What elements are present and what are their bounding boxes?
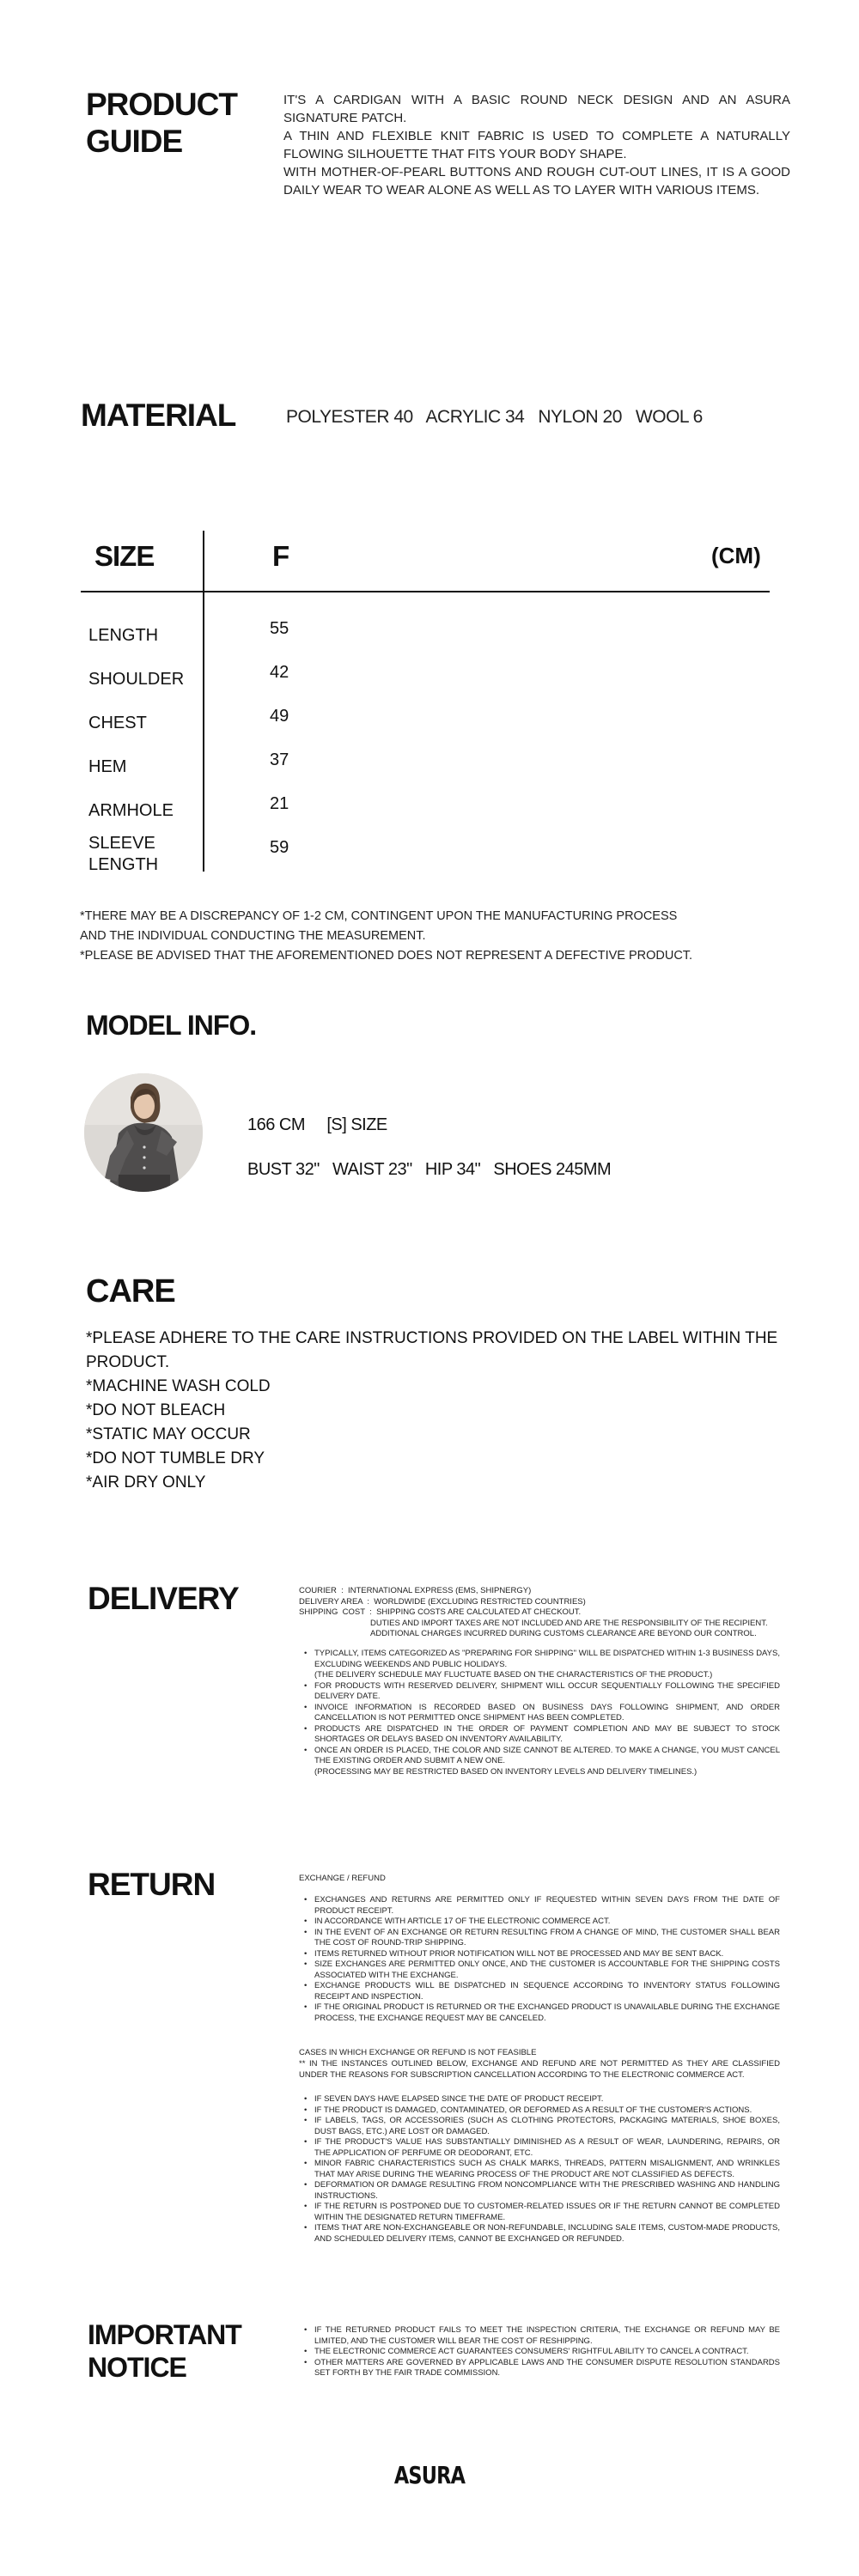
delivery-title: DELIVERY [88,1581,239,1616]
return-cases [299,2094,780,2245]
model-measurements: BUST 32" WAIST 23" HIP 34" SHOES 245MM [247,1160,612,1179]
care-item: *DO NOT TUMBLE DRY [86,1449,265,1467]
return-case: • IF LABELS, TAGS, OR ACCESSORIES (SUCH AS CLOTHING PROTECTORS, PACKAGING MATERIALS, SHOE BOXES, DUST BAGS, ETC.) ARE LOST OR DAMAGED. [299,2116,780,2137]
delivery-bullet [299,1649,780,1681]
delivery-info-line: DUTIES AND IMPORT TAXES ARE NOT INCLUDED AND ARE THE RESPONSIBILITY OF THE RECIPIENT. [370,1618,768,1628]
important-notice-title [88,2318,241,2384]
size-row-label: LENGTH [88,626,159,645]
product-guide-title [86,86,237,160]
size-row-label: HEM [88,757,127,776]
size-note: *PLEASE BE ADVISED THAT THE AFOREMENTIONED DOES NOT REPRESENT A DEFECTIVE PRODUCT. [80,949,693,963]
size-row-value: 42 [270,663,289,682]
delivery-bullet-note: (PROCESSING MAY BE RESTRICTED BASED ON INVENTORY LEVELS AND DELIVERY TIMELINES.) [314,1766,698,1777]
important-notice-title-line: NOTICE [88,2352,186,2383]
size-row-label: SHOULDER [88,670,185,689]
size-row-value: 21 [270,794,289,813]
delivery-info-line: SHIPPING COST : SHIPPING COSTS ARE CALCULATED AT CHECKOUT. [299,1607,582,1617]
return-bullet: • ITEMS RETURNED WITHOUT PRIOR NOTIFICATION WILL NOT BE PROCESSED AND MAY BE SENT BACK. [299,1949,780,1960]
size-row-value: 37 [270,750,289,769]
return-bullets [299,1895,780,2024]
delivery-bullet-note: (THE DELIVERY SCHEDULE MAY FLUCTUATE BASED ON THE CHARACTERISTICS OF THE PRODUCT.) [314,1670,713,1680]
delivery-bullet: • PRODUCTS ARE DISPATCHED IN THE ORDER OF PAYMENT COMPLETION AND MAY BE SUBJECT TO STOCK SHORTAGES OR DELAYS BASED ON INVENTORY AVAILABILITY. [299,1724,780,1746]
delivery-bullet: • FOR PRODUCTS WITH RESERVED DELIVERY, SHIPMENT WILL OCCUR SEQUENTIALLY FOLLOWING THE SPECIFIED DELIVERY DATE. [299,1681,780,1703]
care-title: CARE [86,1273,175,1309]
product-guide-title-line: GUIDE [86,124,183,159]
size-row-label: SLEEVE LENGTH [88,834,159,874]
asura-logo: ASURA [393,2461,466,2489]
important-notice-title-line: IMPORTANT [88,2319,241,2350]
product-guide-description [283,91,790,199]
return-case: • DEFORMATION OR DAMAGE RESULTING FROM NONCOMPLIANCE WITH THE PRESCRIBED WASHING AND HANDLING INSTRUCTIONS. [299,2180,780,2202]
return-cases-intro: ** IN THE INSTANCES OUTLINED BELOW, EXCHANGE AND REFUND ARE NOT PERMITTED AS THEY ARE CLASSIFIED UNDER THE REASONS FOR SUBSCRIPTION CANCELLATION ACCORDING TO THE ELECTRONIC COMMERCE ACT. [299,2059,780,2080]
size-row-value: 55 [270,619,289,638]
return-title: RETURN [88,1867,216,1902]
delivery-bullet [299,1746,780,1778]
delivery-info-line: DELIVERY AREA : WORLDWIDE (EXCLUDING RESTRICTED COUNTRIES) [299,1596,586,1607]
return-case: • IF THE PRODUCT'S VALUE HAS SUBSTANTIALLY DIMINISHED AS A RESULT OF WEAR, LAUNDERING, REPAIRS, OR THE APPLICATION OF PERFUME OR DEODORANT, ETC. [299,2137,780,2159]
model-avatar [84,1073,203,1192]
size-row-label: CHEST [88,714,147,732]
return-bullet: • IF THE ORIGINAL PRODUCT IS RETURNED OR THE EXCHANGED PRODUCT IS UNAVAILABLE DURING THE EXCHANGE PROCESS, THE EXCHANGE REQUEST MAY BE CANCELED. [299,2002,780,2024]
return-case: • IF SEVEN DAYS HAVE ELAPSED SINCE THE DATE OF PRODUCT RECEIPT. [299,2094,780,2105]
model-height-size: 166 CM [S] SIZE [247,1115,387,1134]
return-bullet: • SIZE EXCHANGES ARE PERMITTED ONLY ONCE, AND THE CUSTOMER IS ACCOUNTABLE FOR THE SHIPPING COSTS ASSOCIATED WITH THE EXCHANGE. [299,1959,780,1981]
model-photo-illustration [84,1073,203,1192]
product-guide-paragraph: A THIN AND FLEXIBLE KNIT FABRIC IS USED TO COMPLETE A NATURALLY FLOWING SILHOUETTE THAT FITS YOUR BODY SHAPE. [283,129,790,161]
size-table-header-rule [81,591,770,592]
return-bullet: • EXCHANGE PRODUCTS WILL BE DISPATCHED IN SEQUENCE ACCORDING TO INVENTORY STATUS FOLLOWING RECEIPT AND INSPECTION. [299,1981,780,2002]
care-item: *MACHINE WASH COLD [86,1377,271,1395]
delivery-bullet-text: ONCE AN ORDER IS PLACED, THE COLOR AND SIZE CANNOT BE ALTERED. TO MAKE A CHANGE, YOU MUST CANCEL THE EXISTING ORDER AND SUBMIT A NEW ONE. [314,1745,780,1765]
product-guide-paragraph: IT'S A CARDIGAN WITH A BASIC ROUND NECK DESIGN AND AN ASURA SIGNATURE PATCH. [283,93,790,125]
important-notice-bullet: • IF THE RETURNED PRODUCT FAILS TO MEET THE INSPECTION CRITERIA, THE EXCHANGE OR REFUND MAY BE LIMITED, AND THE CUSTOMER WILL BEAR THE COST OF RESHIPPING. [299,2325,780,2347]
delivery-bullet: • INVOICE INFORMATION IS RECORDED BASED ON BUSINESS DAYS FOLLOWING SHIPMENT, AND ORDER CANCELLATION IS NOT PERMITTED ONCE SHIPMENT HAS BEEN COMPLETED. [299,1703,780,1724]
return-case: • IF THE RETURN IS POSTPONED DUE TO CUSTOMER-RELATED ISSUES OR IF THE RETURN CANNOT BE COMPLETED WITHIN THE DESIGNATED RETURN TIMEFRAME. [299,2202,780,2223]
return-case: • ITEMS THAT ARE NON-EXCHANGEABLE OR NON-REFUNDABLE, INCLUDING SALE ITEMS, CUSTOM-MADE PRODUCTS, AND SCHEDULED DELIVERY ITEMS, CANNOT BE EXCHANGED OR REFUNDED. [299,2223,780,2245]
material-title: MATERIAL [81,398,236,433]
important-notice-bullets [299,2325,780,2379]
size-row-value: 59 [270,838,289,857]
size-note: *THERE MAY BE A DISCREPANCY OF 1-2 CM, CONTINGENT UPON THE MANUFACTURING PROCESS AND THE INDIVIDUAL CONDUCTING THE MEASUREMENT. [80,909,678,943]
size-notes [80,907,698,966]
return-bullet: • EXCHANGES AND RETURNS ARE PERMITTED ONLY IF REQUESTED WITHIN SEVEN DAYS FROM THE DATE OF PRODUCT RECEIPT. [299,1895,780,1917]
product-guide-paragraph: WITH MOTHER-OF-PEARL BUTTONS AND ROUGH CUT-OUT LINES, IT IS A GOOD DAILY WEAR TO WEAR ALONE AS WELL AS TO LAYER WITH VARIOUS ITEMS. [283,165,790,197]
delivery-info-line: ADDITIONAL CHARGES INCURRED DURING CUSTOMS CLEARANCE ARE BEYOND OUR CONTROL. [370,1629,757,1638]
size-table-vertical-rule [203,531,204,872]
size-row-label: ARMHOLE [88,801,174,820]
size-title: SIZE [94,540,155,572]
delivery-info-line: COURIER : INTERNATIONAL EXPRESS (EMS, SHIPNERGY) [299,1586,532,1595]
return-bullet: • IN ACCORDANCE WITH ARTICLE 17 OF THE ELECTRONIC COMMERCE ACT. [299,1917,780,1928]
delivery-bullets [299,1649,780,1777]
size-row-value: 49 [270,707,289,726]
material-composition: POLYESTER 40 ACRYLIC 34 NYLON 20 WOOL 6 [286,407,703,427]
care-item: *STATIC MAY OCCUR [86,1425,251,1443]
return-bullet: • IN THE EVENT OF AN EXCHANGE OR RETURN RESULTING FROM A CHANGE OF MIND, THE CUSTOMER SHALL BEAR THE COST OF ROUND-TRIP SHIPPING. [299,1928,780,1949]
important-notice-bullet: • THE ELECTRONIC COMMERCE ACT GUARANTEES CONSUMERS' RIGHTFUL ABILITY TO CANCEL A CONTRACT. [299,2347,780,2358]
delivery-info [299,1586,789,1640]
important-notice-bullet: • OTHER MATTERS ARE GOVERNED BY APPLICABLE LAWS AND THE CONSUMER DISPUTE RESOLUTION STANDARDS SET FORTH BY THE FAIR TRADE COMMISSION. [299,2358,780,2379]
return-case: • IF THE PRODUCT IS DAMAGED, CONTAMINATED, OR DEFORMED AS A RESULT OF THE CUSTOMER'S ACTIONS. [299,2105,780,2117]
return-case: • MINOR FABRIC CHARACTERISTICS SUCH AS CHALK MARKS, THREADS, PATTERN MISALIGNMENT, AND WRINKLES THAT MAY ARISE DURING THE WEARING PROCESS OF THE PRODUCT ARE NOT CLASSIFIED AS DEFECTS. [299,2159,780,2180]
care-item: *DO NOT BLEACH [86,1401,226,1419]
model-info-title: MODEL INFO. [86,1010,257,1041]
care-item: *AIR DRY ONLY [86,1473,206,1492]
return-heading: EXCHANGE / REFUND [299,1874,386,1883]
delivery-bullet-text: TYPICALLY, ITEMS CATEGORIZED AS "PREPARING FOR SHIPPING" WILL BE DISPATCHED WITHIN 1-3 BUSINESS DAYS, EXCLUDING WEEKENDS AND PUBLIC HOLIDAYS. [314,1649,780,1669]
care-list [86,1327,842,1495]
product-guide-title-line: PRODUCT [86,87,237,122]
return-cases-heading: CASES IN WHICH EXCHANGE OR REFUND IS NOT FEASIBLE [299,2048,537,2057]
size-unit: (CM) [711,543,761,568]
size-column-header: F [272,540,289,572]
care-item: *PLEASE ADHERE TO THE CARE INSTRUCTIONS PROVIDED ON THE LABEL WITHIN THE PRODUCT. [86,1329,778,1371]
